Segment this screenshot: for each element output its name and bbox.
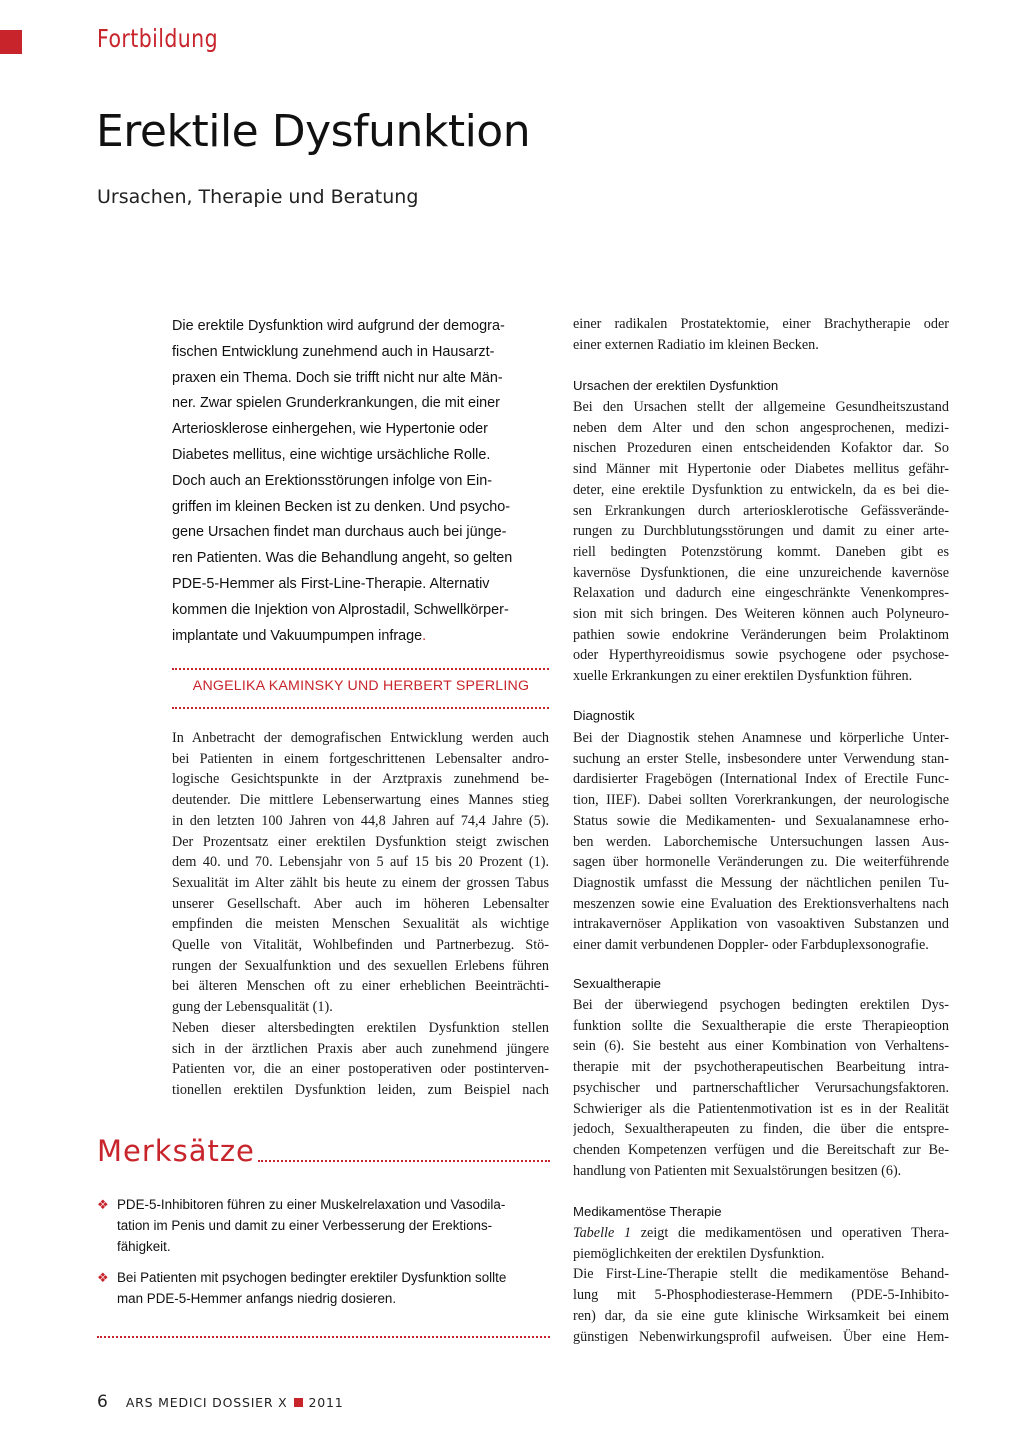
merksaetze-list (97, 1194, 552, 1319)
section-ursachen (573, 397, 949, 687)
body-line: Quelle von Vitalität, Wohlbefinden und Partnerbezug. Stö- (172, 937, 549, 954)
lead-line: praxen ein Thema. Doch sie trifft nicht nur alte Män- (172, 369, 503, 386)
body-column-left (172, 728, 549, 1101)
section-diagnostik (573, 728, 949, 956)
merksaetze-title: Merksätze (97, 1134, 255, 1168)
heading-diagnostik: Diagnostik (573, 708, 635, 723)
merksatz-line: man PDE-5-Hemmer anfangs niedrig dosieren. (117, 1291, 397, 1306)
lead-line-last (172, 624, 550, 650)
body-line: Status sowie die Medikamenten- und Sexualanamnese erho- (573, 812, 949, 829)
body-line: einer radikalen Prostatektomie, einer Brachytherapie oder (573, 316, 949, 332)
body-line: deutender. Die mittlere Lebenserwartung eines Mannes stieg (172, 792, 549, 809)
body-line: Bei der überwiegend psychogen bedingten erektilen Dys- (573, 997, 949, 1013)
body-column-right-intro (573, 314, 949, 355)
body-line: unserer Gesellschaft. Aber auch im höheren Lebensalter (172, 895, 549, 912)
section-marker (0, 30, 22, 54)
lead-line: kommen die Injektion von Alprostadil, Schwellkörper- (172, 601, 509, 618)
authors-divider-top (172, 668, 549, 670)
body-line: Relaxation und dadurch eine eingeschränkte Venenkompres- (573, 585, 949, 602)
issue-year: 2011 (308, 1395, 344, 1410)
body-line: meszenzen sowie eine Evaluation des Erektionsverhaltens nach (573, 895, 949, 912)
body-line: deter, eine erektile Dysfunktion zu entwickeln, da es bei die- (573, 481, 949, 498)
body-line: Diagnostik umfasst die Messung der nächtlichen penilen Tu- (573, 874, 949, 891)
lead-paragraph (172, 314, 550, 649)
body-line: Sexualität im Alter zählt bis heute zu einem der grossen Tabus (172, 874, 549, 891)
lead-line: Die erektile Dysfunktion wird aufgrund der demogra- (172, 318, 505, 334)
merksatz-line: PDE-5-Inhibitoren führen zu einer Muskelrelaxation und Vasodila- (117, 1197, 506, 1212)
body-line: kavernöse Dysfunktionen, die eine unzureichende kavernöse (573, 564, 949, 581)
body-line: sen Erkrankungen durch arteriosklerotische Gefässverände- (573, 502, 949, 519)
body-line: psychischer und partnerschaftlicher Verursachungsfaktoren. (573, 1079, 949, 1096)
body-line: therapie mit der psychotherapeutischen Bearbeitung intra- (573, 1059, 949, 1076)
body-line: sagen über hormonelle Veränderungen zu. Die weiterführende (573, 854, 949, 871)
body-line: sion mit sich bringen. Des Weiteren können auch Polyneuro- (573, 606, 949, 623)
body-line-table-ref (573, 1223, 949, 1244)
body-line: Bei der Diagnostik stehen Anamnese und körperliche Unter- (573, 730, 949, 746)
body-line: lung mit 5-Phosphodiesterase-Hemmern (PDE-5-Inhibito- (573, 1287, 949, 1304)
section-sexualtherapie (573, 995, 949, 1181)
body-line: einer externen Radiatio im kleinen Becken. (573, 336, 819, 353)
body-line: Schwieriger als die Patientenmotivation ist es in der Realität (573, 1100, 949, 1117)
body-line: tion, IIEF). Dabei sollten Vorerkrankungen, der neurologische (573, 792, 949, 809)
table-reference: Tabelle 1 (573, 1225, 632, 1241)
body-line: bei Patienten in einem fortgeschrittenen Lebensalter andro- (172, 750, 549, 767)
body-line: empfinden die meisten Menschen Sexualität als wichtige (172, 916, 549, 933)
body-line: rungen zu Durchblutungsstörungen und damit zu einer arte- (573, 523, 949, 540)
lead-line: ren Patienten. Was die Behandlung angeht, so gelten (172, 550, 513, 567)
page-number: 6 (97, 1392, 108, 1412)
body-line: rungen der Sexualfunktion und des sexuellen Erlebens führen (172, 957, 549, 974)
body-line: nischen Prozeduren einen entscheidenden Kofaktor dar. So (573, 440, 949, 457)
body-line: dem 40. und 70. Lebensjahr von 5 auf 15 bis 20 Prozent (1). (172, 854, 549, 871)
merksaetze-bottom-rule (97, 1336, 550, 1338)
body-line: handlung von Patienten mit Sexualstörungen besitzen (6). (573, 1162, 902, 1179)
magazine-name: ARS MEDICI DOSSIER X (125, 1395, 288, 1410)
section-medikamentoese-therapie (573, 1223, 949, 1347)
body-line: intrakavernöser Applikation von vasoaktiven Substanzen und (573, 916, 949, 933)
lead-line: Diabetes mellitus, eine wichtige ursächliche Rolle. (172, 446, 491, 463)
body-line: günstigen Nebenwirkungsprofil aufweisen. Über eine Hem- (573, 1328, 949, 1345)
lead-line: PDE-5-Hemmer als First-Line-Therapie. Alternativ (172, 575, 490, 592)
body-line: Neben dieser altersbedingten erektilen Dysfunktion stellen (172, 1019, 549, 1036)
body-line: logische Gesichtspunkte in der Arztpraxis zunehmend be- (172, 771, 549, 788)
authors-byline: ANGELIKA KAMINSKY UND HERBERT SPERLING (192, 678, 530, 694)
body-line: oder Hyperthyreoidismus sowie psychogene oder psychose- (573, 647, 949, 664)
body-line: Bei den Ursachen stellt der allgemeine Gesundheitszustand (573, 399, 949, 415)
lead-line: gene Ursachen findet man durchaus auch bei jünge- (172, 524, 507, 541)
body-line: suchung an erster Stelle, insbesondere unter Verwendung stan- (573, 750, 949, 767)
lead-end-mark: . (422, 627, 427, 644)
body-line: neben dem Alter und den schon angesprochenen, medizi- (573, 419, 949, 436)
body-line: jedoch, Sexualtherapeuten zu finden, die über die entspre- (573, 1121, 949, 1138)
body-line: in den letzten 100 Jahren von 44,8 Jahren auf 74,4 Jahre (5). (172, 812, 549, 829)
lead-line: Arteriosklerose einhergehen, wie Hypertonie oder (172, 421, 488, 438)
body-line: ben werden. Laborchemische Untersuchungen lassen Aus- (573, 833, 949, 850)
body-line: pathien sowie endokrine Veränderungen beim Prolaktinom (573, 626, 949, 643)
body-line: sind Männer mit Hypertonie oder Diabetes mellitus gefähr- (573, 461, 949, 478)
diamond-bullet-icon: ❖ (97, 1270, 109, 1285)
body-line: xuelle Erkrankungen zu einer erektilen Dysfunktion führen. (573, 668, 913, 685)
section-label: Fortbildung (97, 24, 219, 53)
merksatz-item (97, 1194, 552, 1257)
heading-sexualtherapie: Sexualtherapie (573, 976, 661, 991)
body-line: gung der Lebensqualität (1). (172, 999, 333, 1016)
body-line: funktion sollte die Sexualtherapie die erste Therapieoption (573, 1017, 949, 1034)
body-line: bei älteren Menschen oft zu einer erheblichen Beeinträchti- (172, 978, 549, 995)
merksatz-line: fähigkeit. (117, 1239, 171, 1254)
merksatz-line: tation im Penis und damit zu einer Verbesserung der Erektions- (117, 1218, 493, 1233)
body-line: sein (6). Sie besteht aus einer Kombination von Verhaltens- (573, 1038, 949, 1055)
body-line: tionellen erektilen Dysfunktion leiden, zum Beispiel nach (172, 1081, 549, 1098)
body-line: sich in der ärztlichen Praxis aber auch zunehmend jüngere (172, 1040, 549, 1057)
lead-line-text: implantate und Vakuumpumpen infrage (172, 627, 423, 644)
body-line: ren) dar, da sie eine gute klinische Wirksamkeit bei einem (573, 1307, 949, 1324)
body-line: Die First-Line-Therapie stellt die medikamentöse Behand- (573, 1266, 949, 1283)
body-line: In Anbetracht der demografischen Entwicklung werden auch (172, 730, 549, 746)
authors-divider-bottom (172, 707, 549, 709)
lead-line: griffen im kleinen Becken ist zu denken. Und psycho- (172, 498, 511, 515)
body-line: Patienten vor, die an einer postoperativen oder postinterven- (172, 1061, 549, 1078)
lead-line: fischen Entwicklung zunehmend auch in Hausarzt- (172, 343, 495, 360)
footer-square-icon (294, 1398, 303, 1407)
body-line: chenden Kompetenzen verfügen und die Bereitschaft zur Be- (573, 1141, 949, 1158)
body-line: Der Prozentsatz einer erektilen Dysfunktion steigt zwischen (172, 833, 549, 850)
article-subtitle: Ursachen, Therapie und Beratung (97, 186, 419, 208)
body-line: piemöglichkeiten der erektilen Dysfunktion. (573, 1245, 825, 1262)
merksatz-line: Bei Patienten mit psychogen bedingter erektiler Dysfunktion sollte (117, 1270, 507, 1285)
body-line: dardisierter Fragebögen (International Index of Erectile Func- (573, 771, 949, 788)
merksatz-item (97, 1267, 552, 1309)
body-line: einer damit verbundenen Doppler- oder Farbduplexsonografie. (573, 937, 929, 954)
page-footer (97, 1392, 344, 1412)
article-title: Erektile Dysfunktion (96, 106, 531, 157)
diamond-bullet-icon: ❖ (97, 1197, 109, 1212)
heading-ursachen: Ursachen der erektilen Dysfunktion (573, 378, 779, 393)
body-line: riell bedingten Potenzstörung kommt. Daneben gibt es (573, 543, 949, 560)
merksaetze-title-rule (258, 1160, 550, 1162)
lead-line: ner. Zwar spielen Grunderkrankungen, die mit einer (172, 395, 500, 412)
table-ref-text: zeigt die medikamentösen und operativen Thera- (631, 1225, 949, 1241)
lead-line: Doch auch an Erektionsstörungen infolge von Ein- (172, 472, 492, 489)
heading-medikamentoese-therapie: Medikamentöse Therapie (573, 1204, 722, 1219)
